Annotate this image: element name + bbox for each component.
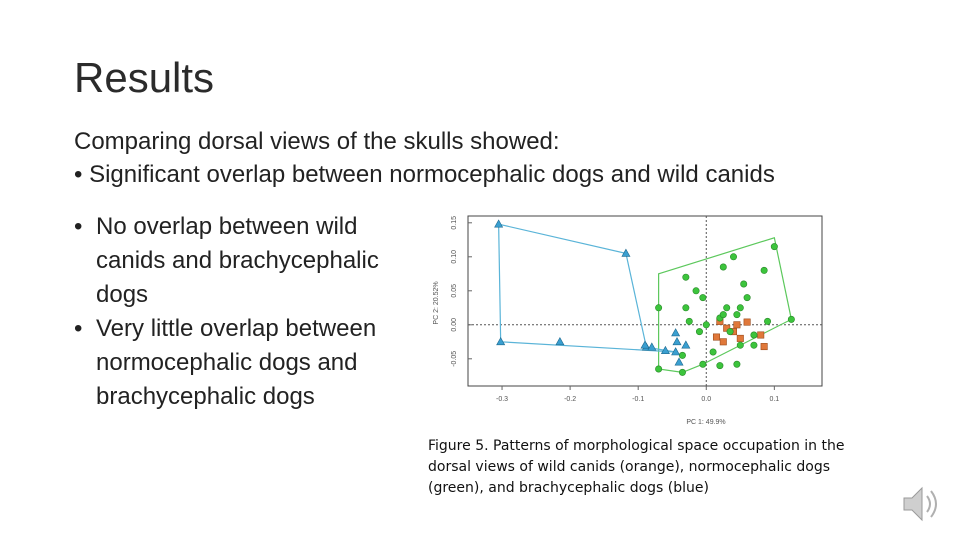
finding-item: • Very little overlap between normocephalic dogs and brachycephalic dogs — [74, 312, 414, 414]
plot-frame — [468, 216, 822, 386]
data-point-normocephalic — [693, 288, 699, 294]
data-point-normocephalic — [764, 318, 770, 324]
data-point-normocephalic — [727, 328, 733, 334]
data-point-normocephalic — [700, 294, 706, 300]
data-point-normocephalic — [717, 362, 723, 368]
data-point-wild-canid — [761, 343, 767, 349]
data-point-normocephalic — [761, 267, 767, 273]
data-point-brachycephalic — [675, 358, 683, 365]
convex-hull — [499, 224, 676, 352]
y-axis-label: PC 2: 20.52% — [433, 281, 440, 325]
data-point-brachycephalic — [495, 220, 503, 227]
slide-title: Results — [74, 54, 215, 101]
data-point-brachycephalic — [682, 341, 690, 348]
data-point-wild-canid — [758, 332, 764, 338]
data-point-normocephalic — [700, 361, 706, 367]
x-axis-label: PC 1: 49.9% — [686, 419, 726, 426]
x-tick-label: -0.1 — [632, 396, 645, 403]
data-point-normocephalic — [703, 322, 709, 328]
findings-list — [74, 210, 414, 414]
y-tick-label: 0.00 — [451, 317, 458, 332]
data-point-normocephalic — [720, 264, 726, 270]
intro-bullet-overlap: • Significant overlap between normocephalic dogs and wild canids — [74, 161, 775, 188]
y-tick-label: 0.10 — [451, 249, 458, 264]
data-point-wild-canid — [734, 322, 740, 328]
y-tick-label: 0.05 — [451, 283, 458, 298]
x-tick-label: 0.1 — [769, 396, 780, 403]
data-point-normocephalic — [734, 361, 740, 367]
data-point-brachycephalic — [556, 338, 564, 345]
data-point-normocephalic — [679, 369, 685, 375]
data-point-wild-canid — [737, 335, 743, 341]
data-point-normocephalic — [723, 305, 729, 311]
x-tick-label: 0.0 — [701, 396, 712, 403]
data-point-brachycephalic — [672, 329, 680, 336]
data-point-normocephalic — [683, 305, 689, 311]
data-point-brachycephalic — [648, 343, 656, 350]
data-point-normocephalic — [730, 254, 736, 260]
data-point-normocephalic — [655, 305, 661, 311]
data-point-normocephalic — [737, 305, 743, 311]
intro-text — [74, 125, 775, 191]
y-tick-label: 0.15 — [451, 215, 458, 230]
x-tick-label: -0.3 — [496, 396, 509, 403]
data-point-normocephalic — [686, 318, 692, 324]
data-point-normocephalic — [751, 332, 757, 338]
data-point-brachycephalic — [497, 338, 505, 345]
figure-caption: Figure 5. Patterns of morphological space occupation in the dorsal views of wild canids (orange), normocephalic dogs (green), and brachycephalic dogs (blue) — [428, 438, 845, 496]
data-point-wild-canid — [744, 319, 750, 325]
data-point-normocephalic — [741, 281, 747, 287]
intro-line: Comparing dorsal views of the skulls showed: — [74, 128, 560, 155]
data-point-normocephalic — [788, 316, 794, 322]
data-point-wild-canid — [713, 334, 719, 340]
data-point-normocephalic — [751, 342, 757, 348]
data-point-normocephalic — [696, 328, 702, 334]
finding-item: • No overlap between wild canids and brachycephalic dogs — [74, 210, 414, 312]
x-tick-label: -0.2 — [564, 396, 577, 403]
data-point-wild-canid — [720, 339, 726, 345]
data-point-normocephalic — [683, 274, 689, 280]
data-point-normocephalic — [710, 349, 716, 355]
data-point-normocephalic — [734, 311, 740, 317]
data-point-normocephalic — [737, 342, 743, 348]
data-point-normocephalic — [655, 366, 661, 372]
data-point-normocephalic — [744, 294, 750, 300]
y-tick-label: -0.05 — [451, 350, 458, 367]
data-point-normocephalic — [679, 352, 685, 358]
data-point-normocephalic — [771, 243, 777, 249]
data-point-normocephalic — [720, 311, 726, 317]
speaker-icon[interactable] — [898, 482, 944, 526]
data-point-brachycephalic — [641, 341, 649, 348]
pca-scatter-plot — [420, 208, 840, 430]
data-point-brachycephalic — [673, 338, 681, 345]
